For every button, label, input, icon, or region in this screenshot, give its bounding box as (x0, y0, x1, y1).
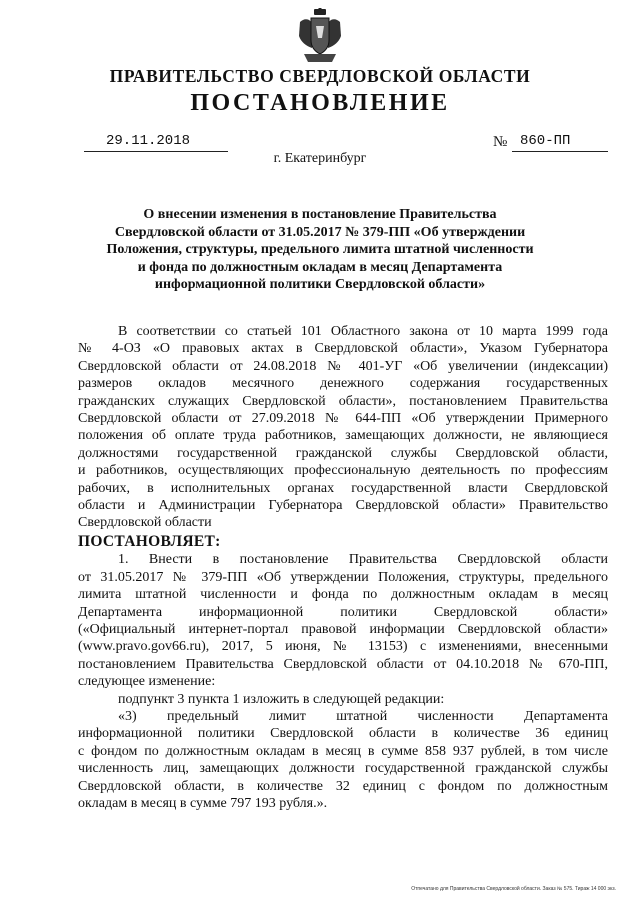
body-line: № 4-ОЗ «О правовых актах в Свердловской области», Указом Губернатора (78, 341, 608, 357)
title-line: О внесении изменения в постановление Правительства (143, 207, 497, 222)
quote-line: с фондом по должностным окладам в месяц в сумме 858 937 рублей, в том числе (78, 743, 608, 759)
quote-line: окладам в месяц в сумме 797 193 рубля.». (78, 795, 328, 811)
quote-line: «3) предельный лимит штатной численности Департамента (118, 708, 608, 724)
item-line: Департамента информационной политики Свердловской области» (78, 604, 608, 620)
item-line: следующее изменение: (78, 674, 216, 690)
document-type: ПОСТАНОВЛЕНИЕ (190, 90, 450, 116)
item-line: лимита штатной численности и фонда по должностным окладам в месяц (78, 587, 608, 603)
document-number: 860-ПП (512, 133, 608, 152)
body-line: размеров окладов месячного денежного содержания государственных (78, 376, 608, 392)
item-line: 1. Внести в постановление Правительства Свердловской области (118, 552, 608, 568)
subclause-line: подпункт 3 пункта 1 изложить в следующей редакции: (118, 691, 445, 707)
document-date: 29.11.2018 (84, 133, 228, 152)
title-line: Свердловской области от 31.05.2017 № 379-ПП «Об утверждении (114, 224, 526, 240)
body-line: Свердловской области от 27.09.2018 № 644-ПП «Об утверждении Примерного (78, 411, 608, 427)
city: г. Екатеринбург (273, 151, 367, 166)
number-sign: № (493, 134, 508, 150)
item-line: от 31.05.2017 № 379-ПП «Об утверждении Положения, структуры, предельного (78, 569, 608, 585)
title-line: информационной политики Свердловской области» (154, 277, 486, 292)
body-line: должностями государственной гражданской службы Свердловской области, (78, 445, 608, 461)
quote-line: Свердловской области, в количестве 32 единиц с фондом по должностным (78, 778, 608, 794)
item-line: («Официальный интернет-портал правовой информации Свердловской области» (78, 621, 608, 637)
quote-line: информационной политики Свердловской области в количестве 36 единиц (78, 726, 608, 742)
body-line: В соответствии со статьей 101 Областного закона от 10 марта 1999 года (118, 324, 608, 339)
body-line: Свердловской области от 24.08.2018 № 401-УГ «Об увеличении (индексации) (78, 358, 608, 374)
body-line: гражданских служащих Свердловской области», постановлением Правительства (78, 393, 608, 409)
quote-line: численность лиц, замещающих должности государственной гражданской службы (78, 761, 608, 777)
body-line: Свердловской области (78, 515, 212, 531)
item-line: постановлением Правительства Свердловской области от 04.10.2018 № 670-ПП, (78, 656, 608, 672)
coat-of-arms-icon (296, 8, 344, 64)
organization-name: ПРАВИТЕЛЬСТВО СВЕРДЛОВСКОЙ ОБЛАСТИ (109, 66, 531, 86)
body-line: рабочих, в исполнительных органах государственной власти Свердловской (78, 480, 608, 496)
document-title (100, 206, 540, 294)
item-line: (www.pravo.gov66.ru), 2017, 5 июня, № 13153) с изменениями, внесенными (78, 639, 608, 655)
body-line: и работников, осуществляющих профессиональную деятельность по профессиям (78, 463, 608, 479)
resolves-heading: ПОСТАНОВЛЯЕТ: (78, 532, 221, 550)
title-line: Положения, структуры, предельного лимита штатной численности (106, 242, 534, 257)
document-body (78, 323, 608, 812)
title-line: и фонда по должностным окладам в месяц Департамента (137, 259, 503, 275)
print-note: Отпечатано для Правительства Свердловской области. Заказ № 575. Тираж 14 000 экз. (411, 886, 616, 892)
body-line: положения об оплате труда работников, замещающих должности, не являющиеся (78, 428, 608, 444)
body-line: области и Администрации Губернатора Свердловской области» Правительство (78, 498, 608, 514)
